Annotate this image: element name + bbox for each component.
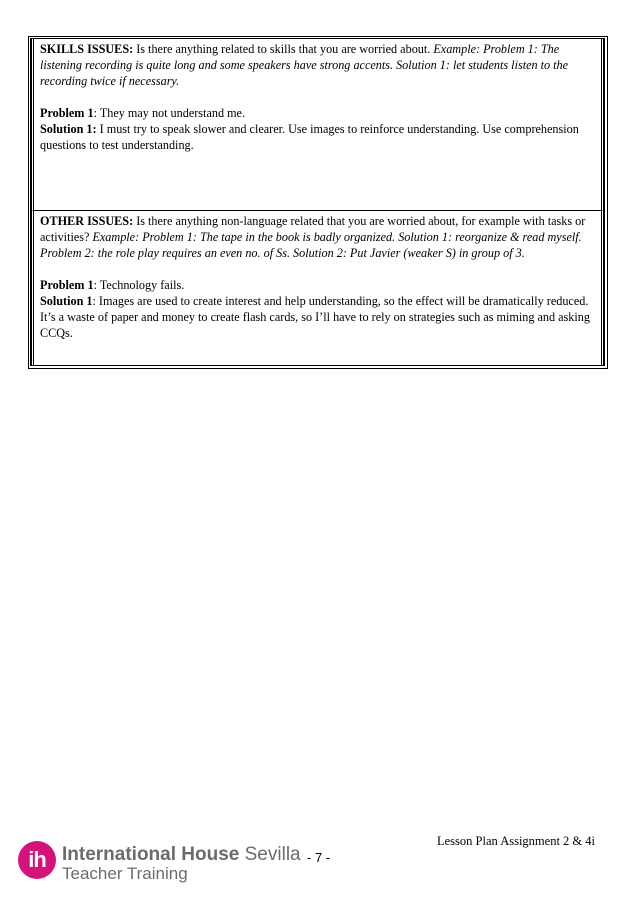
brand-subtitle: Teacher Training — [62, 864, 188, 883]
skills-problem — [40, 105, 595, 121]
skills-solution-label: Solution 1: — [40, 122, 97, 136]
other-problem-label: Problem 1 — [40, 278, 94, 292]
other-example: Example: Problem 1: The tape in the book is badly organized. Solution 1: reorganize & read myself. Problem 2: the role play requires an even no. of Ss. Solution 2: Put Javier (weaker S) in group of 3. — [40, 230, 582, 260]
other-issues-cell — [31, 211, 604, 365]
ih-logo-icon: ih — [18, 841, 56, 879]
other-solution-text: : Images are used to create interest and help understanding, so the effect will be dramatically reduced. It’s a waste of paper and money to create flash cards, so I’ll have to rely on strategies such as miming and asking CCQs. — [40, 294, 590, 340]
skills-solution — [40, 121, 595, 153]
skills-heading: SKILLS ISSUES: — [40, 42, 134, 56]
skills-problem-text: : They may not understand me. — [93, 106, 246, 120]
skills-solution-text: I must try to speak slower and clearer. Use images to reinforce understanding. Use comprehension questions to test understanding. — [40, 122, 579, 152]
assignment-label: Lesson Plan Assignment 2 & 4i — [437, 834, 595, 848]
skills-example: Example: Problem 1: The listening recording is quite long and some speakers have strong accents. Solution 1: let students listen to the recording twice if necessary. — [40, 42, 569, 88]
other-heading: OTHER ISSUES: — [40, 214, 134, 228]
other-prompt — [40, 213, 595, 261]
other-problem — [40, 277, 595, 293]
brand-name — [62, 845, 301, 865]
brand-city: Sevilla — [239, 844, 301, 865]
issues-table — [28, 36, 608, 369]
brand-bold: International House — [62, 844, 240, 865]
other-intro: Is there anything non-language related that you are worried about, for example with tasks or activities? — [40, 214, 586, 244]
skills-issues-cell — [31, 39, 604, 211]
skills-prompt — [40, 41, 595, 89]
other-problem-text: : Technology fails. — [93, 278, 185, 292]
other-solution — [40, 293, 595, 341]
skills-intro: Is there anything related to skills that you are worried about. — [133, 42, 434, 56]
other-solution-label: Solution 1 — [40, 294, 93, 308]
skills-problem-label: Problem 1 — [40, 106, 94, 120]
page-number: - 7 - — [307, 850, 331, 865]
